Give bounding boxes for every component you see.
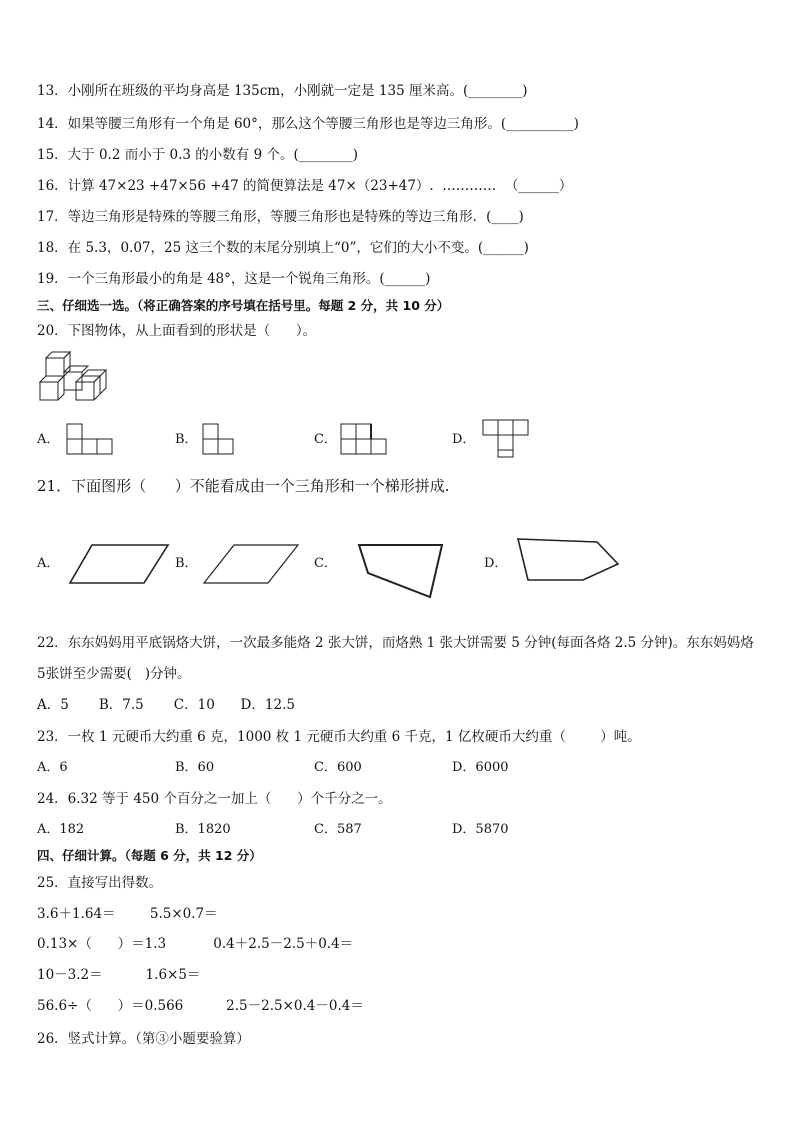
calc-row-1: 3.6＋1.64＝ 5.5×0.7＝: [37, 906, 218, 922]
question-22-line-1: 22．东东妈妈用平底锅烙大饼，一次最多能烙 2 张大饼，而烙熟 1 张大饼需要 5 分钟(每面各烙 2.5 分钟)。东东妈妈烙: [37, 635, 754, 651]
q20-option-a-figure: [66, 423, 114, 455]
q20-option-c-label: C．: [314, 432, 337, 447]
q21-option-d-pentagon: [515, 536, 621, 582]
question-26: 26．竖式计算。（第③小题要验算）: [37, 1031, 250, 1047]
question-18: 18．在 5.3，0.07，25 这三个数的末尾分别填上“0”，它们的大小不变。(______): [37, 240, 529, 256]
q21-option-b-label: B．: [175, 556, 198, 571]
question-22-line-2: 5张饼至少需要( )分钟。: [37, 666, 191, 682]
cube-stack-figure: [38, 350, 110, 402]
q24-option-c: C．587: [314, 822, 362, 837]
q20-option-b-label: B．: [175, 432, 198, 447]
question-23: 23．一枚 1 元硬币大约重 6 克，1000 枚 1 元硬币大约重 6 千克，1 亿枚硬币大约重（ ）吨。: [37, 729, 641, 745]
q23-option-a: A．6: [37, 760, 68, 775]
question-15: 15．大于 0.2 而小于 0.3 的小数有 9 个。(________): [37, 147, 358, 163]
question-25: 25．直接写出得数。: [37, 875, 163, 891]
question-22-options: A．5 B．7.5 C．10 D．12.5: [37, 697, 295, 713]
q23-option-d: D．6000: [452, 760, 509, 775]
q23-option-c: C．600: [314, 760, 362, 775]
q21-option-a-label: A．: [37, 556, 60, 571]
calc-row-2: 0.13×（ ）＝1.3 0.4＋2.5－2.5＋0.4＝: [37, 936, 354, 952]
q20-option-a-label: A．: [37, 432, 60, 447]
q20-option-c-figure: [340, 423, 390, 457]
question-13: 13．小刚所在班级的平均身高是 135cm，小刚就一定是 135 厘米高。(________): [37, 83, 528, 99]
question-24: 24．6.32 等于 450 个百分之一加上（ ）个千分之一。: [37, 791, 392, 807]
question-19: 19．一个三角形最小的角是 48°，这是一个锐角三角形。(______): [37, 271, 431, 287]
q21-option-b-parallelogram: [202, 543, 300, 585]
q20-option-b-figure: [202, 423, 236, 455]
q23-option-b: B．60: [175, 760, 215, 775]
question-17: 17．等边三角形是特殊的等腰三角形，等腰三角形也是特殊的等边三角形．(____): [37, 209, 524, 225]
q20-option-d-label: D．: [452, 432, 476, 447]
question-14: 14．如果等腰三角形有一个角是 60°，那么这个等腰三角形也是等边三角形。(__________): [37, 116, 579, 132]
q20-option-d-figure: [482, 419, 532, 459]
calc-row-4: 56.6÷（ ）＝0.566 2.5－2.5×0.4－0.4＝: [37, 998, 364, 1014]
question-16: 16．计算 47×23 +47×56 +47 的简便算法是 47×（23+47）. ………… （______）: [37, 178, 573, 194]
calc-row-3: 10－3.2＝ 1.6×5＝: [37, 967, 201, 983]
q24-option-a: A．182: [37, 822, 85, 837]
section-3-heading: 三、仔细选一选。（将正确答案的序号填在括号里。每题 2 分，共 10 分）: [37, 298, 450, 313]
q21-option-a-parallelogram: [68, 543, 170, 585]
q21-option-c-quadrilateral: [356, 541, 446, 601]
q24-option-b: B．1820: [175, 822, 231, 837]
q21-option-d-label: D．: [484, 556, 508, 571]
question-20: 20．下图物体，从上面看到的形状是（ ）。: [37, 323, 317, 339]
section-4-heading: 四、仔细计算。（每题 6 分，共 12 分）: [37, 848, 262, 863]
question-21: 21．下面图形（ ）不能看成由一个三角形和一个梯形拼成.: [37, 477, 450, 495]
q24-option-d: D．5870: [452, 822, 509, 837]
q21-option-c-label: C．: [314, 556, 337, 571]
